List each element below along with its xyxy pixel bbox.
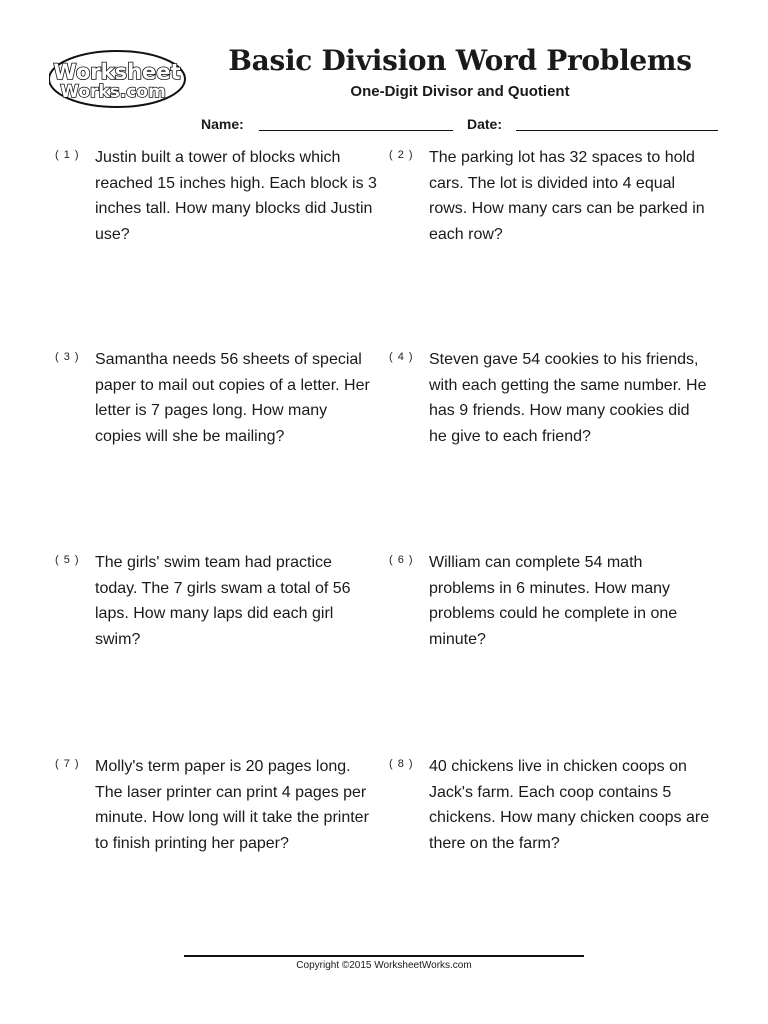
date-label: Date:: [467, 116, 503, 132]
problem-number: ( 2 ): [389, 149, 414, 161]
problem-text: William can complete 54 math problems in 6 minutes. How many problems could he complete in one minute?: [429, 554, 678, 648]
logo-line2: Works.com: [60, 82, 166, 102]
footer-divider: [184, 955, 584, 957]
worksheet-title: Basic Division Word Problems: [228, 44, 692, 77]
problem-number: ( 3 ): [55, 351, 80, 363]
name-date-row: [0, 115, 768, 135]
date-field[interactable]: [516, 130, 718, 131]
problem-text: Steven gave 54 cookies to his friends, with each getting the same number. He has 9 friends. How many cookies did he give to each friend?: [429, 351, 707, 445]
name-label: Name:: [201, 116, 244, 132]
logo-graphic: [49, 50, 189, 110]
problem-number: ( 5 ): [55, 554, 80, 566]
logo-line1: Worksheet: [53, 60, 181, 84]
copyright-text: Copyright ©2015 WorksheetWorks.com: [296, 960, 472, 971]
problem-text: The girls' swim team had practice today. The 7 girls swam a total of 56 laps. How many laps did each girl swim?: [95, 554, 351, 648]
problem-number: ( 7 ): [55, 758, 80, 770]
worksheet-subtitle: One-Digit Divisor and Quotient: [350, 83, 570, 100]
problem-text: Samantha needs 56 sheets of special paper to mail out copies of a letter. Her letter is 7 pages long. How many copies will she be mailing?: [95, 351, 370, 445]
problem-text: The parking lot has 32 spaces to hold cars. The lot is divided into 4 equal rows. How many cars can be parked in each row?: [429, 149, 705, 243]
problem-number: ( 1 ): [55, 149, 80, 161]
problem-text: 40 chickens live in chicken coops on Jack's farm. Each coop contains 5 chickens. How many chicken coops are there on the farm?: [429, 758, 710, 852]
problem-number: ( 6 ): [389, 554, 414, 566]
problem-text: Justin built a tower of blocks which reached 15 inches high. Each block is 3 inches tall. How many blocks did Justin use?: [95, 149, 377, 243]
name-field[interactable]: [259, 130, 453, 131]
problem-number: ( 4 ): [389, 351, 414, 363]
problem-number: ( 8 ): [389, 758, 414, 770]
worksheetworks-logo: [49, 50, 189, 110]
problem-text: Molly's term paper is 20 pages long. The laser printer can print 4 pages per minute. How long will it take the printer to finish printing her paper?: [95, 758, 369, 852]
